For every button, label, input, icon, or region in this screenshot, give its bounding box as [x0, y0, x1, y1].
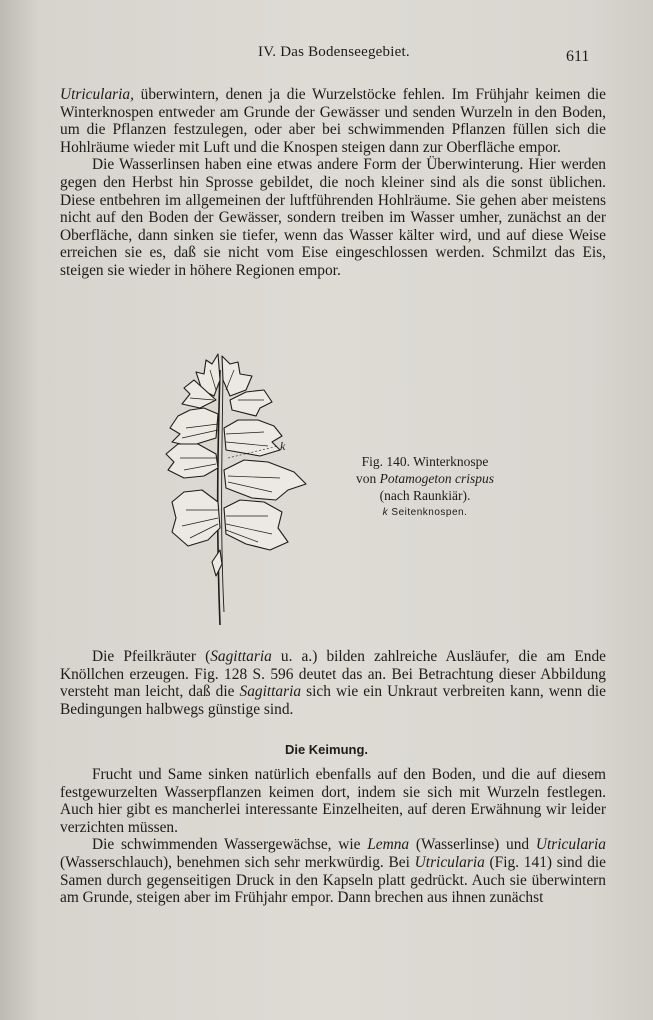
winter-bud-illustration	[160, 350, 320, 625]
caption-legend-text: Seitenknospen.	[388, 507, 468, 518]
caption-line-1: Fig. 140. Winterknospe	[361, 454, 489, 469]
figure-caption	[325, 453, 525, 521]
text-run: (Wasserlinse) und	[409, 836, 536, 854]
paragraph	[60, 86, 606, 156]
paragraph	[60, 836, 606, 906]
paragraph	[60, 156, 606, 279]
text-run: (Wasserschlauch), benehmen sich sehr merkwürdig. Bei	[60, 853, 415, 871]
paragraph	[60, 648, 606, 718]
text-run: Die schwimmenden Wassergewächse, wie	[92, 836, 368, 854]
figure-label-k: k	[280, 439, 286, 453]
text-run: Die Wasserlinsen haben eine etwas andere Form der Überwinterung. Hier werden gegen den Herbst hin Sprosse gebildet, die noch kleiner sind als die sonst üblichen. Diese entbehren im allgemeinen der luftführenden Hohlräume. Sie gehen aber meistens nicht auf den Boden der Gewässer, sondern treiben im Wasser umher, zunächst an der Oberfläche, dann sinken sie tiefer, wenn das Wasser kälter wird, und auf diese Weise erreichen sie es, daß sie nicht vom Eise eingeschlossen werden. Schmilzt das Eis, steigen sie wieder in höhere Regionen empor.	[60, 156, 606, 279]
text-run: Frucht und Same sinken natürlich ebenfalls auf den Boden, und die auf diesem festgewurzelten Wasserpflanzen keimen dort, indem sie sich mit Wurzeln festlegen. Auch hier gibt es mancherlei interessante Einzelheiten, auf deren Erwähnung wir leider verzichten müssen.	[60, 766, 606, 836]
italic-run: Lemna	[367, 836, 410, 854]
caption-legend-letter: k	[382, 507, 389, 518]
section-heading: Die Keimung.	[284, 742, 369, 757]
italic-run: Utricularia	[414, 853, 485, 871]
caption-von: von	[356, 471, 380, 486]
text-run: überwintern, denen ja die Wurzelstöcke fehlen. Im Frühjahr keimen die Winterknospen entweder am Grunde der Gewässer und senden Wurzeln in den Boden, um die Pflanzen festzulegen, oder aber bei schwimmenden Pflanzen füllen sich die Hohlräume wieder mit Luft und die Knospen steigen dann zur Oberfläche empor.	[60, 86, 606, 156]
text-run: Die Pfeilkräuter (	[92, 648, 211, 665]
italic-run: Sagittaria	[210, 648, 272, 665]
caption-legend	[325, 504, 525, 521]
text-run: sich wie ein Unkraut verbreiten kann, wenn die Bedingungen halbwegs günstige sind.	[60, 683, 606, 718]
running-head	[0, 44, 653, 68]
italic-run: Utricularia,	[60, 86, 134, 103]
paragraph	[60, 766, 606, 836]
body-text-middle	[60, 648, 606, 718]
caption-line-3: (nach Raunkiär).	[379, 488, 471, 503]
body-text-bottom	[60, 766, 606, 907]
page-number: 611	[566, 48, 590, 65]
text-run: u. a.) bilden zahlreiche Ausläufer, die am Ende Knöllchen erzeugen. Fig. 128 S. 596 deutet das an. Bei Betrachtung dieser Abbildung versteht man leicht, daß die	[60, 648, 606, 701]
text-run: (Fig. 141) sind die Samen durch gegenseitigen Druck in den Kapseln platt gedrückt. Auch sie überwintern am Grunde, steigen aber im Frühjahr empor. Dann brechen aus ihnen zunächst	[60, 853, 606, 907]
body-text-top	[60, 86, 606, 280]
italic-run: Sagittaria	[239, 683, 302, 701]
running-head-title: IV. Das Bodenseegebiet.	[258, 44, 410, 60]
caption-species: Potamogeton crispus	[379, 471, 494, 486]
italic-run: Utricularia	[535, 836, 606, 854]
caption-line-2	[325, 470, 525, 487]
